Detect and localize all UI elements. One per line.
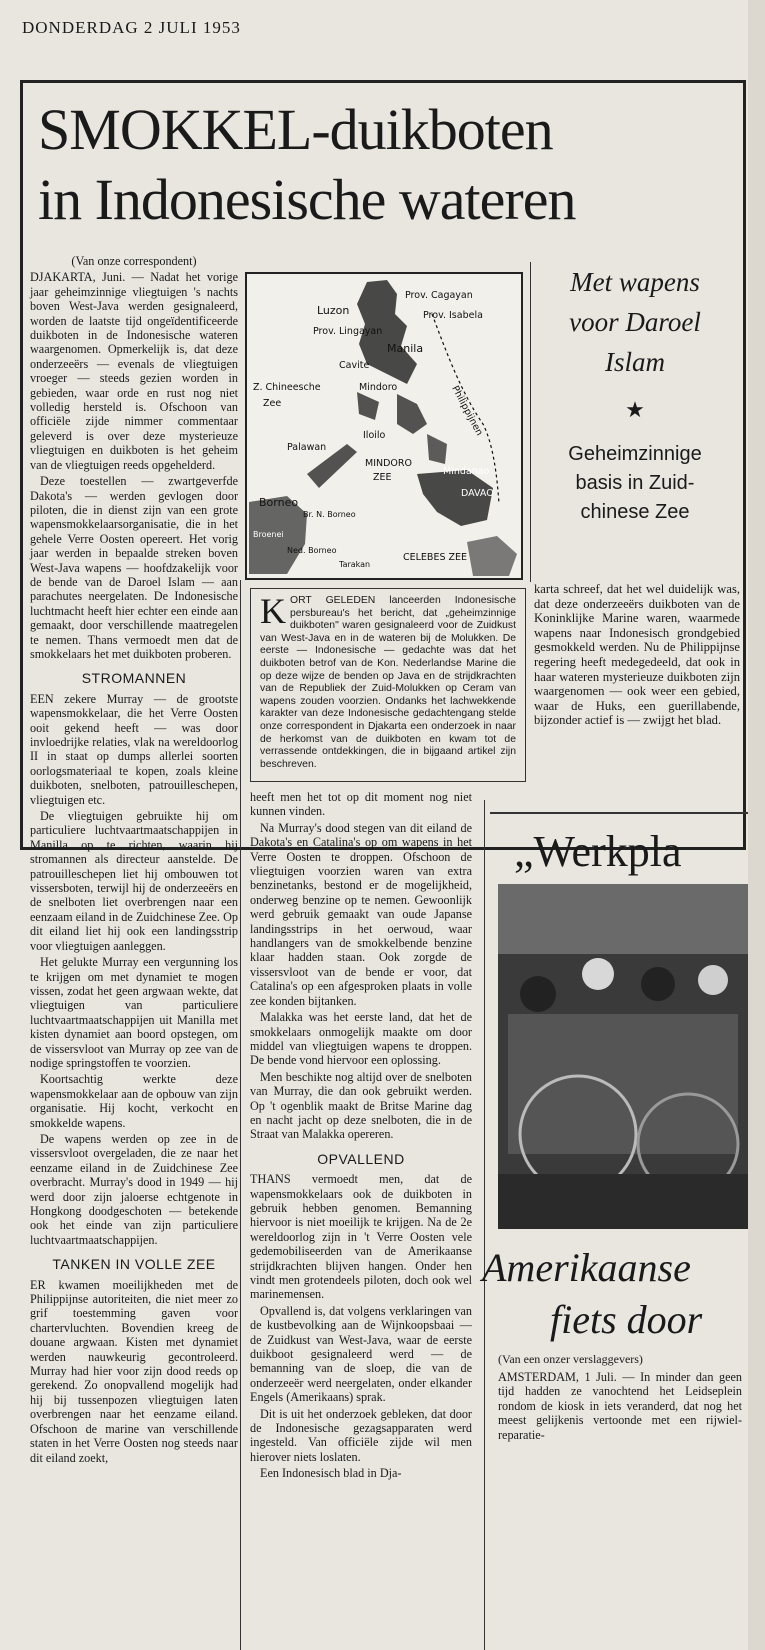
column-1 (30, 254, 238, 1467)
neighbour-article-text (498, 1370, 742, 1444)
column-divider (240, 580, 241, 1650)
column-2 (250, 790, 472, 1483)
map-label: Prov. Isabela (423, 310, 483, 321)
column-divider (484, 800, 485, 1650)
subheading-opvallend: OPVALLEND (317, 1150, 405, 1167)
map-label: CELEBES ZEE (403, 552, 468, 563)
map-label: Mindanao (443, 466, 490, 477)
paragraph: heeft men het tot op dit moment nog niet kunnen vinden. (250, 790, 472, 819)
paragraph: EEN zekere Murray — de grootste wapensmokkelaar, die het Verre Oosten ooit gekend heeft — was door invloedrijke relaties, vlak na wereldoorlog II in staat op dumps allerlei soorten oorlogsmateriaal te kopen, zoals kleine duikboten, snelboten, patrouilleschepen, vliegtuigen etc. (30, 691, 238, 807)
map-label: Manila (387, 342, 424, 355)
map-label: MINDORO (365, 458, 412, 469)
neighbour-headline-line: fiets door (550, 1297, 703, 1342)
photo-drawing (498, 884, 748, 1229)
map-label: Iloilo (363, 430, 386, 441)
side-subheadline-line: basis in Zuid- (575, 472, 695, 494)
neighbour-headline: „Werkpla (514, 827, 682, 876)
paragraph: AMSTERDAM, 1 Juli. — In minder dan geen tijd hadden ze vanochtend het Leidseplein rondom de kiosk in iets veranderd, dat nog het meest gelijkenis vertoonde met een rijwiel-reparatie- (498, 1370, 742, 1442)
headline-line-2: in Indonesische wateren (38, 167, 576, 232)
paragraph: De vliegtuigen gebruikte hij om particuliere luchtvaartmaatschappijen in Manilla op te richten, waarin hij stromannen als directeur aanstelde. De patrouilleschepen liet hij ombouwen tot vissersboten, terwijl hij de onderzeeërs en de snelboten liet overbrengen naar een eenzaam eiland in de Zuidchinese Zee. Op dit eiland liet hij ook een landingsstrip voor vliegtuigen aanleggen. (30, 809, 238, 953)
intro-box-text: ORT GELEDEN lanceerden Indonesische persbureau's het bericht, dat „geheimzinnige duikboten" waren gesignaleerd voor de Zuidkust van West-Java en in de wateren bij de Molukken. De eerste — Indonesische — gedachte was dat het duikboten betrof van de Kon. Nederlandse Marine die op deze wijze de benden op Java en de strijdkrachten van de Republiek der Zuid-Molukken op Ceram van wapens zouden voorzien. Ondanks het lachwekkende karakter van deze Indonesische gedachtengang stelde onze correspondent in Djakarta een onderzoek in naar de herkomst van de duikboten en kwam tot de verrassende ontdekkingen, die in bijgaand artikel zijn beschreven. (260, 595, 516, 770)
intro-box (250, 588, 526, 782)
paragraph: Dit is uit het onderzoek gebleken, dat door de Indonesische gezagsapparaten werd ingesteld. Van officiële zijde wil men hierover niets loslaten. (250, 1406, 472, 1464)
paragraph: karta schreef, dat het wel duidelijk was, dat deze onderzeeërs duikboten van de Koninklijke Marine waren, waarmede wapens naar Indonesisch grondgebied gesmokkeld werden. Nu de Philippijnse regering heeft medegedeeld, dat ook in haar wateren mysterieuze duikboten zijn waargenomen — ook weer een gebied, waar de Huks, een guerillabende, bijzonder actief is — zwijgt het blad. (534, 582, 740, 728)
map-philippines (245, 272, 523, 580)
map-label: Z. Chineesche (253, 382, 321, 393)
map-label: ZEE (373, 472, 392, 483)
map-label: Borneo (259, 496, 299, 509)
paragraph: Opvallend is, dat volgens verklaringen van de kustbevolking aan de Wijnkoopsbaai — de Zuidkust van West-Java, waar de eerste duikboot gesignaleerd werd — de bemanning van de sloep, die van de onderzeeër werd neergelaten, onder elkander Engels (Amerikaans) sprak. (250, 1303, 472, 1405)
paragraph: Na Murray's dood stegen van dit eiland de Dakota's en Catalina's op om wapens in het Verre Oosten te droppen. Ofschoon de vliegtuigen voorzien waren van extra benzinetanks, bestond er de mogelijkheid, onderweg benzine op te nemen. Gewoonlijk werd gebruik gemaakt van oude Japanse landingsstrips in het oerwoud, waar handlangers van de smokkelbende benzine klaar hadden staan. Ook zorgde de vissersvloot van de bende er voor, dat Catalina's op een afgesproken plaats in volle zee konden bijtanken. (250, 820, 472, 1008)
paragraph: Een Indonesisch blad in Dja- (260, 1466, 402, 1481)
news-photo (498, 884, 748, 1229)
map-label: Philippijnen (449, 384, 485, 438)
map-label: Palawan (287, 442, 327, 453)
side-subheadline (536, 440, 734, 527)
map-label: Cavite (339, 360, 370, 371)
subheading-stromannen: STROMANNEN (81, 670, 187, 687)
neighbour-headline-line: Amerikaanse (482, 1245, 691, 1290)
star-icon: ★ (625, 398, 645, 423)
adjacent-page-edge (748, 0, 765, 1650)
drop-cap: K (260, 591, 286, 631)
dateline: DONDERDAG 2 JULI 1953 (22, 18, 241, 37)
map-label: Prov. Cagayan (405, 290, 473, 301)
map-label: Prov. Lingayan (313, 326, 383, 337)
subheading-tanken: TANKEN IN VOLLE ZEE (52, 1256, 216, 1273)
map-label: Broenei (253, 530, 284, 539)
side-subheadline-line: chinese Zee (580, 501, 690, 523)
side-headline-line: Met wapens (570, 267, 700, 297)
paragraph: Deze toestellen — zwartgeverfde Dakota's — werden gevlogen door piloten, die in dienst zijn van een grote wapensmokkelaarsorganisatie, die in het gehele Verre Oosten opereert. Het vorig jaar werden in bepaalde streken boven West-Java wapens — hoofdzakelijk voor de bende van de Daroel Islam — aan parachutes neergelaten. De Indonesische luchtmacht heeft hier echter een einde aan gemaakt, door verschillende maatregelen te nemen. Thans vermoedt men dat de smokkelaars het met duikboten proberen. (30, 474, 238, 661)
map-label: Br. N. Borneo (303, 510, 356, 519)
paragraph: DJAKARTA, Juni. — Nadat het vorige jaar geheimzinnige vliegtuigen 's nachts boven West-Java werden gesignaleerd, worden de laatste tijd ongeïdentificeerde duikboten in de Indonesische wateren waargenomen. Opmerkelijk is, dat deze onderzeeërs — evenals de vliegtuigen vroeger — steeds gezien worden in gebieden, waar orde en rust nog niet volledig hersteld is. Ofschoon van officiële zijde nimmer commentaar geleverd is over deze mysterieuze vliegtuigen en duikboten is het geheim van de vliegtuigen reeds opgehelderd. (30, 270, 238, 472)
map-label: Zee (263, 398, 282, 409)
map-label: Mindoro (359, 382, 398, 393)
side-headline (536, 262, 734, 382)
rule (490, 812, 748, 814)
paragraph: De wapens werden op zee in de vissersvloot overgeladen, die ze naar het eenzame eiland in de Zuidchinese Zee overbracht. Murray's dood in 1949 — hij werd door zijn jaloerse echtgenote in Hongkong doodgeschoten — betekende ook het einde van zijn particuliere luchtvaartmaatschappijen. (30, 1131, 238, 1247)
paragraph: Malakka was het eerste land, dat het de smokkelaars onmogelijk maakte om door middel van vliegtuigen wapens te droppen. De bende vond hiervoor een oplossing. (250, 1010, 472, 1068)
paragraph: ER kwamen moeilijkheden met de Philippijnse autoriteiten, die niet meer zo grif toestemming gaven voor chartervluchten. Bovendien kreeg de douane argwaan. Kisten met dynamiet werden nauwkeurig gecontroleerd. Murray had hier voor zijn dood reeds op gerekend. Zo onopvallend mogelijk had hij bij tussenpozen vliegtuigen laten overbrengen naar het eenzame eiland. Ofschoon de marine van verschillende staten in het Verre Oosten nog steeds naar dit eiland zoekt, (30, 1277, 238, 1465)
paragraph: Koortsachtig werkte deze wapensmokkelaar aan de opbouw van zijn organisatie. Hij kocht, verkocht en smokkelde wapens. (30, 1072, 238, 1130)
byline: (Van een onzer verslaggevers) (498, 1352, 643, 1366)
correspondent-credit: (Van onze correspondent) (71, 254, 197, 268)
column-divider (530, 262, 531, 582)
side-headline-line: voor Daroel (569, 307, 701, 337)
map-label: Ned. Borneo (287, 546, 337, 555)
side-headline-line: Islam (605, 347, 665, 377)
map-label: Luzon (317, 304, 350, 317)
paragraph: Het gelukte Murray een vergunning los te krijgen om met dynamiet te mogen vissen, zodat het geen argwaan wekte, dat vliegtuigen van particuliere luchtvaartmaatschappijen uit Manilla met kisten dynamiet aan boord opstegen, om de vissersvloot van Murray op zee van de nodige springstoffen te voorzien. (30, 955, 238, 1070)
map-label: Tarakan (339, 560, 371, 569)
paragraph: THANS vermoedt men, dat de wapensmokkelaars ook de duikboten in gebruik hebben genomen. Bemanning hiervoor is niet moeilijk te krijgen. Na de 2e wereldoorlog zijn in 't Verre Oosten vele gedemobiliseerden van de Amerikaanse strijdkrachten blijven hangen. Onder hen vindt men grotendeels piloten, doch ook wel marinemensen. (250, 1172, 472, 1302)
side-subheadline-line: Geheimzinnige (568, 443, 702, 465)
paragraph: Men beschikte nog altijd over de snelboten van Murray, die dan ook gebruikt werden. Op 't ogenblik maakt de Britse Marine dag en nacht jacht op deze snelboten, die in de Straat van Malakka opereren. (250, 1069, 472, 1142)
map-label: DAVAO (461, 488, 494, 499)
headline-line-1: SMOKKEL-duikboten (38, 97, 553, 162)
column-3 (534, 582, 740, 730)
